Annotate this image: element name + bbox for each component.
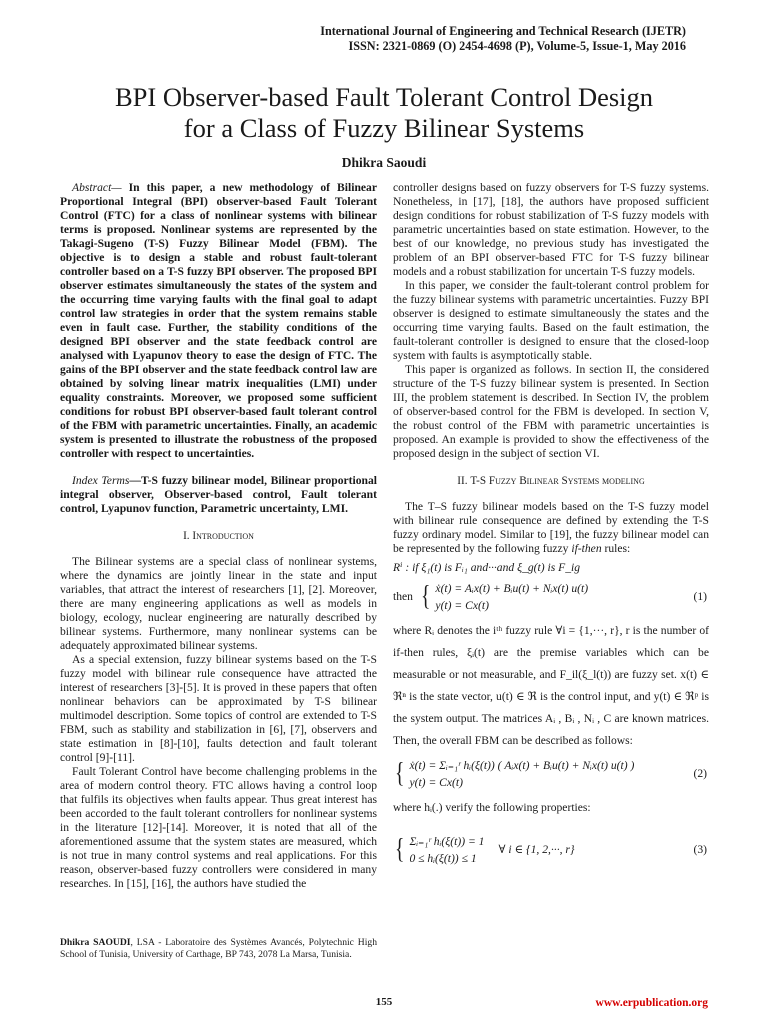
equation-3-bound: 0 ≤ hᵢ(ξ(t)) ≤ 1: [409, 852, 477, 865]
publisher-website-link[interactable]: www.erpublication.org: [595, 997, 708, 1009]
intro-paragraph-1: The Bilinear systems are a special class of nonlinear systems, where the dynamics are jointly linear in the state and input variables, that attract the interest of researchers [1], [2]. Moreover, there are many engineering applications as well as models in biology, ecology, nuclear engineering are naturally described by bilinear systems. Furthermore, many nonlinear systems can be adequately approximated bilinear systems.: [60, 555, 377, 652]
equation-1: [393, 580, 709, 614]
page-number: 155: [375, 996, 393, 1008]
index-terms: [60, 474, 377, 516]
equation-2-number: (2): [693, 767, 707, 780]
equation-3-number: (3): [693, 843, 707, 856]
section-2-numeral: II.: [457, 475, 468, 487]
footnote-author: Dhikra SAOUDI: [60, 937, 131, 948]
section-2-intro-text: The T–S fuzzy bilinear models based on the T-S fuzzy model with bilinear rule consequence are defined by extending the T-S fuzzy ordinary model. Similar to [19], the fuzzy bilinear model can be represented by the following fuzzy: [393, 500, 709, 555]
title-line-1: BPI Observer-based Fault Tolerant Control Design: [114, 82, 654, 112]
journal-header: [320, 24, 686, 54]
author-name: Dhikra Saoudi: [341, 155, 427, 170]
equation-2-state: ẋ(t) = Σᵢ₌₁ʳ hᵢ(ξ(t)) ( Aᵢx(t) + Bᵢu(t) + Nᵢx(t) u(t) ): [409, 759, 635, 772]
if-then-term: if-then: [571, 542, 602, 555]
equation-3-sum: Σᵢ₌₁ʳ hᵢ(ξ(t)) = 1: [409, 835, 485, 848]
section-1-numeral: I.: [183, 530, 190, 542]
equation-2-explanation: where hᵢ(.) verify the following properties:: [393, 801, 591, 814]
equation-2: [393, 757, 709, 791]
footnote-text: , LSA - Laboratoire des Systèmes Avancés, Polytechnic High School of Tunisia, University of Carthage, BP 743, 2078 La Marsa, Tunisia.: [60, 937, 377, 960]
equation-2-output: y(t) = Cx(t): [409, 776, 463, 789]
abstract-text: In this paper, a new methodology of Bilinear Proportional Integral (BPI) observer-based Fault Tolerant Control (FTC) for a class of nonlinear systems with bilinear terms is proposed. Nonlinear systems are represented by the Takagi-Sugeno (T-S) Fuzzy Bilinear Model (FBM). The objective is to design a stable and robust fault-tolerant controller based on a T-S fuzzy BPI observer. The proposed BPI observer estimates simultaneously the states of the system and the occurring time varying faults with the final goal to adapt control law strategies in order that the system remains stable even in fault case. Further, the stability conditions of the designed BPI observer and the state feedback control are analysed with Lyapunov theory to ease the design of FTC. The gains of the BPI observer and the state feedback control law are obtained by solving linear matrix inequalities (LMI) under equality constraints. Moreover, we proposed some sufficient conditions for robust BPI observer-based fault tolerant control of the FBM with parametric uncertainties. Finally, an academic system is presented to illustrate the robustness of the proposed controller with respect to uncertainties.: [60, 181, 377, 460]
equation-1-output: y(t) = Cx(t): [435, 599, 489, 612]
section-1-heading: [60, 529, 377, 543]
equation-1-explanation: where Rᵢ denotes the iᵗʰ fuzzy rule ∀i = {1,···, r}, r is the number of if-then rules, ξᵢ(t) are the premise variables which can be measurable or not measurable, and F_il(ξ_l(t)) are fuzzy set. x(t) ∈ ℜⁿ is the state vector, u(t) ∈ ℜ is the control input, and y(t) ∈ ℜᵖ is the system output. The matrices Aᵢ , Bᵢ , Nᵢ , C are known matrices. Then, the overall FBM can be described as follows:: [393, 624, 709, 747]
intro-paragraph-3: Fault Tolerant Control have become challenging problems in the area of modern control theory. FTC allows having a control loop that fulfils its objectives when faults appear. Thus great interest has been accorded to the fault tolerant controllers for nonlinear systems in the literature [12]-[14]. Moreover, it is noted that all of the aforementioned assume that the system states are measured, which is not true in many control systems and real applications. For this reason, observer-based fuzzy controllers were considered in many researches. In [15], [16], the authors have studied the: [60, 765, 377, 890]
right-column: [393, 181, 709, 873]
intro-paragraph-6: This paper is organized as follows. In section II, the considered structure of the T-S fuzzy bilinear system is presented. In Section III, the problem statement is described. In Section IV, the problem of observer-based control for the FBM is developed. In section V, the robust control of the FBM with parametric uncertainties is proposed. An example is provided to show the effectiveness of the proposed design in the subject of section VI.: [393, 363, 709, 460]
equation-1-number: (1): [693, 590, 707, 603]
abstract: [60, 181, 377, 461]
intro-paragraph-2: As a special extension, fuzzy bilinear systems based on the T-S fuzzy model with bilinear rule consequence have attracted the interest of researchers [3]-[5]. It is proved in these papers that often nonlinear behaviors can be approximated by T-S bilinear multimodel description. Some topics of control are extended to T-S FBM, such as stability and stabilization in [6], [7], observers and state estimation in [8]-[10], faults detection and fault tolerant control [9]-[11].: [60, 653, 377, 764]
equation-3-condition: ∀ i ∈ {1, 2,···, r}: [498, 843, 575, 856]
issn-line: ISSN: 2321-0869 (O) 2454-4698 (P), Volume-5, Issue-1, May 2016: [348, 39, 686, 53]
section-2-intro-end: rules:: [601, 542, 631, 555]
title-line-2: for a Class of Fuzzy Bilinear Systems: [183, 113, 585, 143]
abstract-label: Abstract—: [72, 181, 122, 194]
left-brace: {: [395, 758, 405, 789]
left-brace: {: [420, 581, 431, 612]
equation-3: [393, 833, 709, 867]
left-brace: {: [395, 834, 405, 865]
journal-name: International Journal of Engineering and Technical Research (IJETR): [320, 24, 686, 38]
index-terms-label: Index Terms: [72, 474, 130, 487]
equation-1-state: ẋ(t) = Aᵢx(t) + Bᵢu(t) + Nᵢx(t) u(t): [435, 582, 589, 595]
intro-paragraph-4: controller designs based on fuzzy observers for T-S fuzzy systems. Nonetheless, in [17], [18], the authors have proposed sufficient design conditions for robust stabilization of T-S fuzzy models with parametric uncertainties based on state estimation. However, to the best of our knowledge, no previous study has investigated the problem of an BPI observer-based FTC for T-S fuzzy bilinear models and a robust stabilization for uncertain T-S fuzzy models.: [393, 181, 709, 278]
section-2-heading: [393, 474, 709, 488]
section-2-intro: [393, 500, 709, 556]
index-terms-text: —T-S fuzzy bilinear model, Bilinear proportional integral observer, Observer-based control, Fault tolerant control, Lyapunov function, Parametric uncertainty, LMI.: [60, 474, 377, 515]
section-1-title: Introduction: [192, 530, 254, 542]
fuzzy-rule: Rⁱ : if ξ₁(t) is Fᵢ₁ and···and ξ_g(t) is F_ig: [393, 561, 581, 574]
paper-title: [40, 82, 728, 144]
intro-paragraph-5: In this paper, we consider the fault-tolerant control problem for the fuzzy bilinear systems with parametric uncertainties. Fuzzy BPI observer is designed to estimate simultaneously the states and the occurring time varying faults. Based on the fault estimation, the fault-tolerant controller is designed to ensure that the closed-loop system with faults is asymptotically stable.: [393, 279, 709, 362]
left-column: [60, 181, 377, 891]
section-2-title: T-S Fuzzy Bilinear Systems modeling: [470, 475, 645, 487]
then-label: then: [393, 590, 413, 603]
author-affiliation-footnote: [60, 937, 377, 961]
